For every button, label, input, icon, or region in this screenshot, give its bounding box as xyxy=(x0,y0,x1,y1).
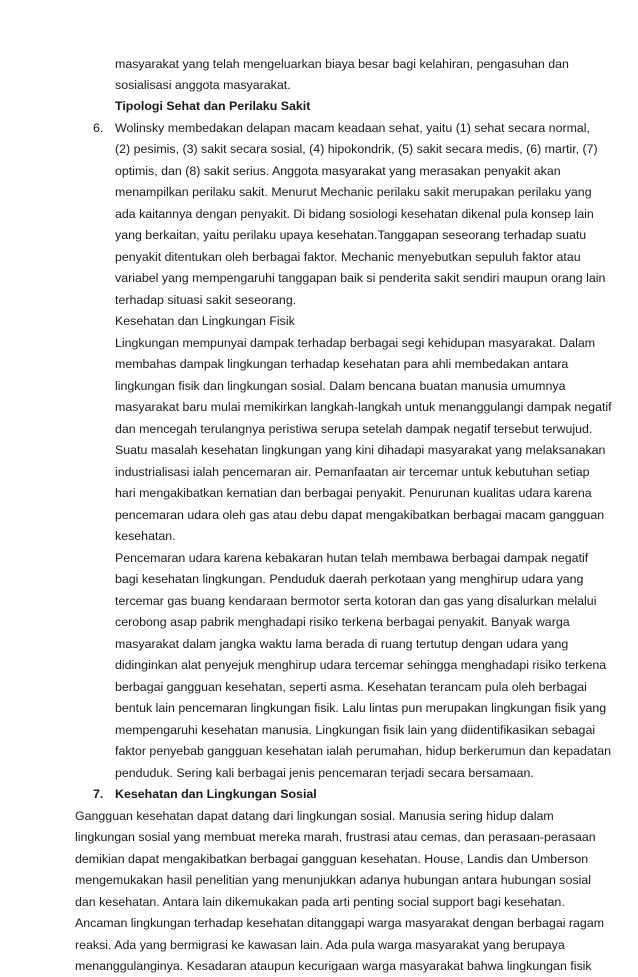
para-fisik-line: Lingkungan mempunyai dampak terhadap berbagai segi kehidupan masyarakat. Dalam xyxy=(115,336,596,350)
para-udara-line: faktor penyebab gangguan kesehatan ialah perumahan, hidup berkerumun dan kepadatan xyxy=(115,744,612,758)
para-udara-line: penduduk. Sering kali berbagai jenis pencemaran terjadi secara bersamaan. xyxy=(115,766,534,780)
subheading-fisik: Kesehatan dan Lingkungan Fisik xyxy=(115,314,295,328)
item6-line: Wolinsky membedakan delapan macam keadaan sehat, yaitu (1) sehat secara normal, xyxy=(115,121,590,135)
para-fisik-line: industrialisasi ialah pencemaran air. Pemanfaatan air tercemar untuk kebutuhan setiap xyxy=(115,465,590,479)
para-fisik-line: Suatu masalah kesehatan lingkungan yang kini dihadapi masyarakat yang melaksanakan xyxy=(115,443,606,457)
para-sosial-line: Ancaman lingkungan terhadap kesehatan ditanggapi warga masyarakat dengan berbagai ragam xyxy=(75,916,605,930)
para-sosial-line: lingkungan sosial yang membuat mereka marah, frustrasi atau cemas, dan perasaan-perasaan xyxy=(75,830,596,844)
para-udara-line: cerobong asap pabrik menghadapi risiko terkena berbagai penyakit. Banyak warga xyxy=(115,615,570,629)
para-fisik-line: dan mencegah terulangnya peristiwa serupa setelah dampak negatif tersebut terwujud. xyxy=(115,422,593,436)
para-fisik-line: lingkungan fisik dan lingkungan sosial. Dalam bencana buatan manusia umumnya xyxy=(115,379,566,393)
list-number-7: 7. xyxy=(93,787,104,801)
intro-line: masyarakat yang telah mengeluarkan biaya besar bagi kelahiran, pengasuhan dan xyxy=(115,57,569,71)
item6-line: yang berkaitan, yaitu perilaku upaya kesehatan.Tanggapan seseorang terhadap suatu xyxy=(115,228,587,242)
para-sosial-line: reaksi. Ada yang bermigrasi ke kawasan lain. Ada pula warga masyarakat yang berupaya xyxy=(75,938,565,952)
para-udara-line: bagi kesehatan lingkungan. Penduduk daerah perkotaan yang menghirup udara yang xyxy=(115,572,584,586)
para-fisik-line: hari mengakibatkan kematian dan berbagai penyakit. Penurunan kualitas udara karena xyxy=(115,486,592,500)
item6-line: terhadap situasi sakit seseorang. xyxy=(115,293,297,307)
heading-tipologi: Tipologi Sehat dan Perilaku Sakit xyxy=(115,99,311,113)
intro-line: sosialisasi anggota masyarakat. xyxy=(115,78,291,92)
para-fisik-line: membahas dampak lingkungan terhadap kesehatan para ahli membedakan antara xyxy=(115,357,569,371)
para-sosial-line: mengemukakan hasil penelitian yang menunjukkan adanya hubungan antara hubungan sosial xyxy=(75,873,591,887)
para-udara-line: bentuk lain pencemaran lingkungan fisik. Lalu lintas pun merupakan lingkungan fisik yang xyxy=(115,701,607,715)
para-udara-line: didinginkan alat penyejuk menghirup udara tercemar sehingga menghadapi risiko terkena xyxy=(115,658,607,672)
para-udara-line: masyarakat dalam jangka waktu lama berada di ruang tertutup dengan udara yang xyxy=(115,637,569,651)
para-sosial-line: dan kesehatan. Antara lain dikemukakan pada arti penting social support bagi kesehatan. xyxy=(75,895,565,909)
item6-line: penyakit ditentukan oleh berbagai faktor. Mechanic menyebutkan sepuluh faktor atau xyxy=(115,250,581,264)
para-udara-line: Pencemaran udara karena kebakaran hutan telah membawa berbagai dampak negatif xyxy=(115,551,589,565)
para-sosial-line: demikian dapat mengakibatkan berbagai gangguan kesehatan. House, Landis dan Umberson xyxy=(75,852,589,866)
para-udara-line: mempengaruhi kesehatan manusia. Lingkungan fisik lain yang diidentifikasikan sebagai xyxy=(115,723,596,737)
para-udara-line: tercemar gas buang kendaraan bermotor serta kotoran dan gas yang disalurkan melalui xyxy=(115,594,597,608)
heading-sosial: Kesehatan dan Lingkungan Sosial xyxy=(115,787,317,801)
para-sosial-line: menanggulanginya. Kesadaran ataupun kecurigaan warga masyarakat bahwa lingkungan fisik xyxy=(75,959,592,973)
para-udara-line: berbagai gangguan kesehatan, seperti asma. Kesehatan terancam pula oleh berbagai xyxy=(115,680,587,694)
list-number-6: 6. xyxy=(93,121,104,135)
item6-line: menampilkan perilaku sakit. Menurut Mechanic perilaku sakit merupakan perilaku yang xyxy=(115,185,592,199)
para-fisik-line: kesehatan. xyxy=(115,529,176,543)
item6-line: optimis, dan (8) sakit serius. Anggota masyarakat yang merasakan penyakit akan xyxy=(115,164,561,178)
item6-line: (2) pesimis, (3) sakit secara sosial, (4) hipokondrik, (5) sakit secara medis, (6) martir, (7) xyxy=(115,142,598,156)
item6-line: variabel yang mempengaruhi tanggapan baik si penderita sakit sendiri maupun orang lain xyxy=(115,271,606,285)
para-sosial-line: Gangguan kesehatan dapat datang dari lingkungan sosial. Manusia sering hidup dalam xyxy=(75,809,554,823)
item6-line: ada kaitannya dengan penyakit. Di bidang sosiologi kesehatan dikenal pula konsep lain xyxy=(115,207,594,221)
para-fisik-line: masyarakat baru mulai memikirkan langkah-langkah untuk menanggulangi dampak negatif xyxy=(115,400,612,414)
para-fisik-line: pencemaran udara oleh gas atau debu dapat mengakibatkan berbagai macam gangguan xyxy=(115,508,605,522)
